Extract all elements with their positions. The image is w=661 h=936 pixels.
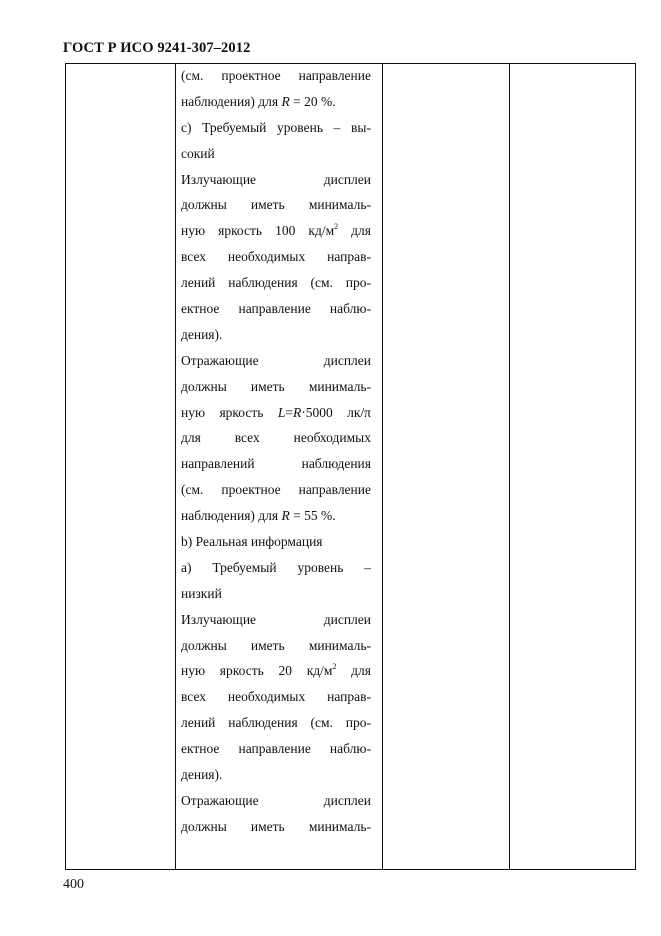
page-number: 400 — [63, 877, 84, 892]
text-line: Отражающие дисплеи — [181, 792, 371, 808]
text-line: ектное направление наблю- — [181, 301, 371, 317]
text-line: всех необходимых направ- — [181, 689, 371, 705]
document-header: ГОСТ Р ИСО 9241-307–2012 — [63, 40, 251, 56]
text-line: для всех необходимых — [181, 430, 371, 446]
text-line: ную яркость L=R·5000 лк/π — [181, 404, 371, 420]
text-line: должны иметь минималь- — [181, 818, 371, 834]
text-line: Излучающие дисплеи — [181, 611, 371, 627]
text-line: b) Реальная информация — [181, 534, 323, 550]
text-line: сокий — [181, 145, 215, 161]
text-line: лений наблюдения (см. про- — [181, 275, 371, 291]
text-line: дения). — [181, 326, 223, 342]
text-line: (см. проектное направление — [181, 482, 371, 498]
text-line: должны иметь минималь- — [181, 197, 371, 213]
requirement-cell-text — [181, 63, 371, 840]
text-line: направлений наблюдения — [181, 456, 371, 472]
text-line: ную яркость 20 $кд/м^2$ для — [181, 662, 371, 679]
text-line: всех необходимых направ- — [181, 249, 371, 265]
text-line: a) Требуемый уровень – — [181, 559, 371, 575]
column-divider — [382, 64, 383, 869]
text-line: наблюдения) для R = 20 %. — [181, 93, 336, 109]
text-line: должны иметь минималь- — [181, 378, 371, 394]
column-divider — [509, 64, 510, 869]
text-line: наблюдения) для R = 55 %. — [181, 508, 336, 524]
text-line: должны иметь минималь- — [181, 637, 371, 653]
text-line: (см. проектное направление — [181, 68, 371, 83]
text-line: низкий — [181, 585, 222, 601]
text-line: ектное направление наблю- — [181, 741, 371, 757]
text-line: лений наблюдения (см. про- — [181, 715, 371, 731]
text-line: c) Требуемый уровень – вы- — [181, 119, 371, 135]
text-line: Отражающие дисплеи — [181, 352, 371, 368]
column-divider — [175, 64, 176, 869]
text-line: ную яркость 100 $кд/м^2$ для — [181, 222, 371, 239]
text-line: Излучающие дисплеи — [181, 171, 371, 187]
text-line: дения). — [181, 767, 223, 783]
